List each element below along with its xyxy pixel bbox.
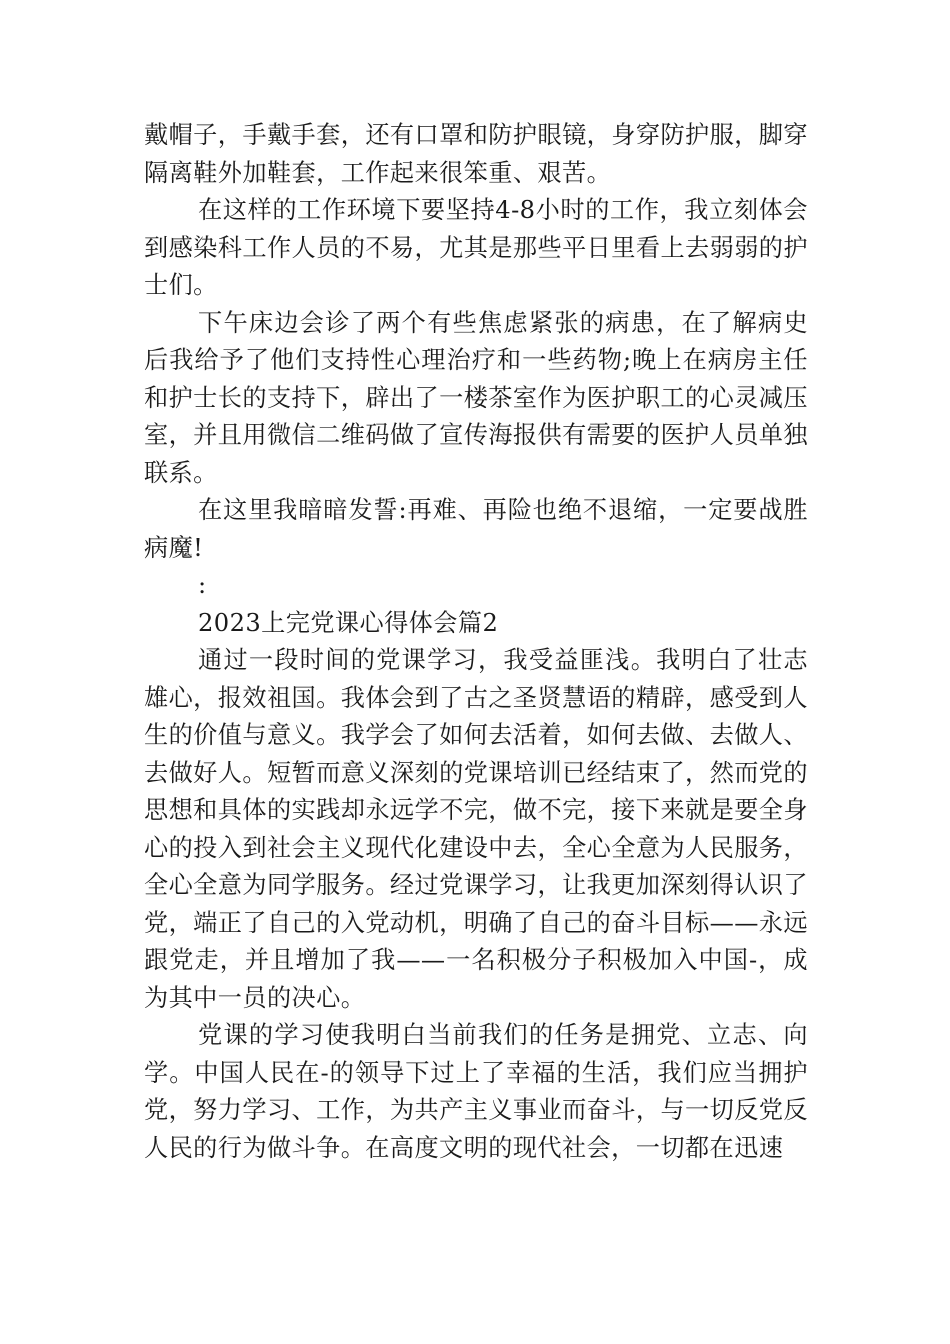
paragraph: 通过一段时间的党课学习，我受益匪浅。我明白了壮志雄心，报效祖国。我体会到了古之圣贤慧语的精辟，感受到人生的价值与意义。我学会了如何去活着，如何去做、去做人、去做好人。短暂而意义深刻的党课培训已经结束了，然而党的思想和具体的实践却永远学不完，做不完，接下来就是要全身心的投入到社会主义现代化建设中去，全心全意为人民服务，全心全意为同学服务。经过党课学习，让我更加深刻得认识了党，端正了自己的入党动机，明确了自己的奋斗目标——永远跟党走，并且增加了我——一名积极分子积极加入中国-，成为其中一员的决心。 (144, 646, 808, 1012)
paragraph: 党课的学习使我明白当前我们的任务是拥党、立志、向学。中国人民在-的领导下过上了幸福的生活，我们应当拥护党，努力学习、工作，为共产主义事业而奋斗，与一切反党反人民的行为做斗争。在高度文明的现代社会，一切都在迅速 (144, 1021, 808, 1162)
document-body (144, 117, 808, 1167)
paragraph: 下午床边会诊了两个有些焦虑紧张的病患，在了解病史后我给予了他们支持性心理治疗和一些药物;晚上在病房主任和护士长的支持下，辟出了一楼茶室作为医护职工的心灵减压室，并且用微信二维码做了宣传海报供有需要的医护人员单独联系。 (144, 308, 808, 487)
colon-line: : (198, 571, 207, 599)
paragraph: 在这里我暗暗发誓:再难、再险也绝不退缩，一定要战胜病魔! (144, 496, 808, 562)
section-heading: 2023上完党课心得体会篇2 (198, 608, 499, 637)
paragraph: 在这样的工作环境下要坚持4-8小时的工作，我立刻体会到感染科工作人员的不易，尤其是那些平日里看上去弱弱的护士们。 (144, 196, 808, 299)
paragraph-continuation: 戴帽子，手戴手套，还有口罩和防护眼镜，身穿防护服，脚穿隔离鞋外加鞋套，工作起来很笨重、艰苦。 (144, 121, 808, 187)
